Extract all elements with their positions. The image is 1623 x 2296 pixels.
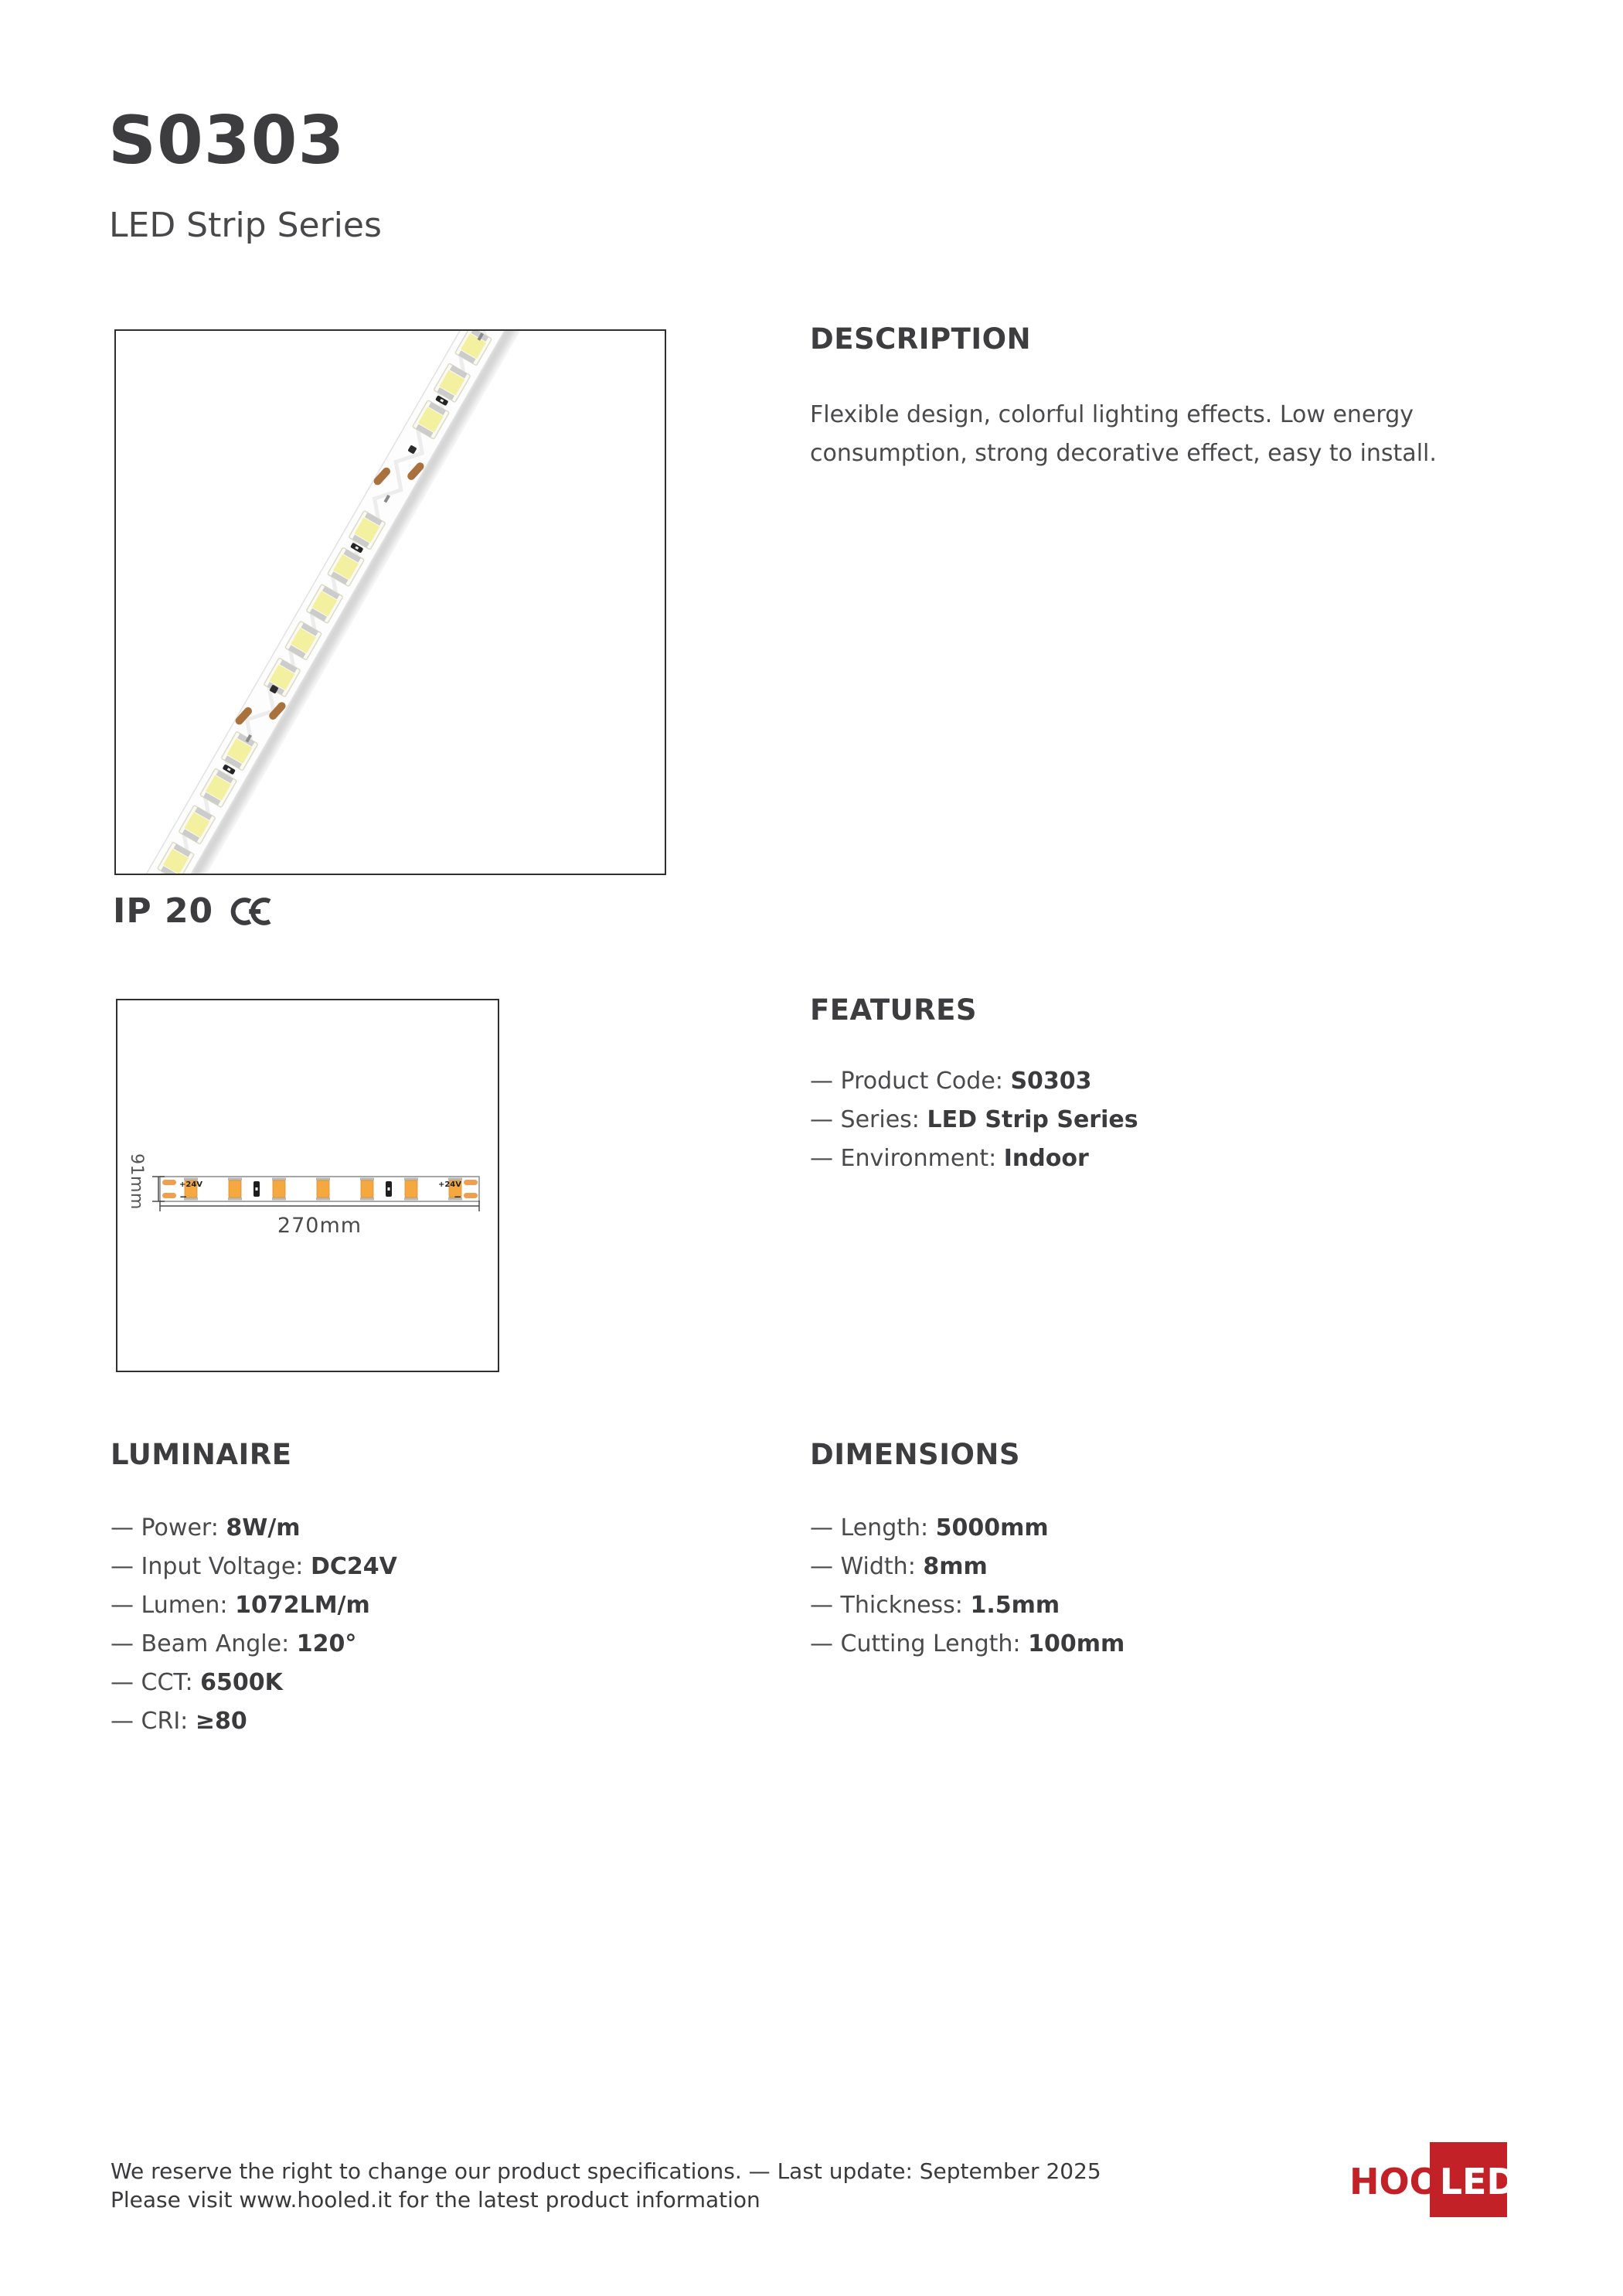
footer (111, 2157, 1101, 2214)
page-subtitle: LED Strip Series (109, 206, 382, 245)
spec-value: 5000mm (935, 1514, 1049, 1541)
spec-row (810, 1586, 1125, 1625)
ip-rating: IP 20 (113, 891, 214, 931)
description-heading: DESCRIPTION (810, 322, 1032, 356)
spec-row (111, 1625, 397, 1664)
logo-text-led: LED (1439, 2161, 1516, 2202)
dimensions-list (810, 1509, 1125, 1664)
brand-logo (1349, 2161, 1516, 2202)
spec-value: LED Strip Series (927, 1106, 1138, 1133)
spec-row (111, 1664, 397, 1702)
certification-row (113, 891, 272, 931)
strip-dimension-drawing (117, 1000, 498, 1371)
spec-value: ≥80 (195, 1708, 247, 1735)
spec-label: — Product Code: (810, 1068, 1003, 1095)
spec-row (111, 1702, 397, 1741)
minus-label-right: − (453, 1191, 461, 1202)
footer-line-1: We reserve the right to change our product specifications. — Last update: September 2025 (111, 2158, 1101, 2184)
spec-row (810, 1509, 1125, 1548)
spec-label: — Length: (810, 1514, 929, 1541)
led-strip-photo (116, 331, 665, 874)
spec-label: — Series: (810, 1106, 920, 1133)
luminaire-list (111, 1509, 397, 1741)
product-photo-box (114, 329, 666, 875)
spec-label: — Beam Angle: (111, 1630, 290, 1657)
spec-row (810, 1548, 1125, 1586)
spec-value: 1072LM/m (235, 1592, 370, 1619)
spec-value: DC24V (310, 1553, 397, 1580)
description-text: Flexible design, colorful lighting effects. Low energy consumption, strong decorative effect, easy to install. (810, 401, 1437, 467)
spec-row (111, 1586, 397, 1625)
plus-voltage-label-right: +24V (437, 1180, 461, 1189)
minus-label-left: − (179, 1191, 188, 1202)
spec-label: — Cutting Length: (810, 1630, 1021, 1657)
spec-row (810, 1062, 1138, 1101)
spec-value: 1.5mm (970, 1592, 1060, 1619)
spec-row (810, 1101, 1138, 1139)
spec-value: 100mm (1028, 1630, 1125, 1657)
spec-label: — CRI: (111, 1708, 189, 1735)
spec-value: 8mm (923, 1553, 988, 1580)
strip-width-dimension: 91mm (127, 1153, 146, 1210)
spec-value: Indoor (1003, 1145, 1089, 1172)
logo-text-hoo: HOO (1349, 2161, 1440, 2202)
spec-value: 8W/m (226, 1514, 301, 1541)
features-heading: FEATURES (810, 993, 978, 1027)
spec-row (111, 1548, 397, 1586)
spec-label: — Power: (111, 1514, 219, 1541)
spec-label: — Environment: (810, 1145, 997, 1172)
spec-value: 6500K (200, 1669, 283, 1696)
plus-voltage-label-left: +24V (179, 1180, 203, 1189)
spec-label: — Input Voltage: (111, 1553, 304, 1580)
spec-label: — Thickness: (810, 1592, 963, 1619)
page-title: S0303 (108, 102, 345, 179)
footer-line-2: Please visit www.hooled.it for the latest product information (111, 2187, 760, 2213)
spec-value: 120° (296, 1630, 357, 1657)
dimensions-heading: DIMENSIONS (810, 1438, 1021, 1471)
technical-drawing-box (116, 999, 499, 1372)
spec-row (810, 1625, 1125, 1664)
strip-length-dimension: 270mm (277, 1214, 362, 1238)
spec-label: — Lumen: (111, 1592, 228, 1619)
spec-label: — Width: (810, 1553, 916, 1580)
features-list (810, 1062, 1138, 1178)
luminaire-heading: LUMINAIRE (111, 1438, 292, 1471)
spec-value: S0303 (1010, 1068, 1092, 1095)
spec-row (810, 1139, 1138, 1178)
spec-row (111, 1509, 397, 1548)
ce-mark-icon (227, 896, 272, 927)
spec-label: — CCT: (111, 1669, 193, 1696)
